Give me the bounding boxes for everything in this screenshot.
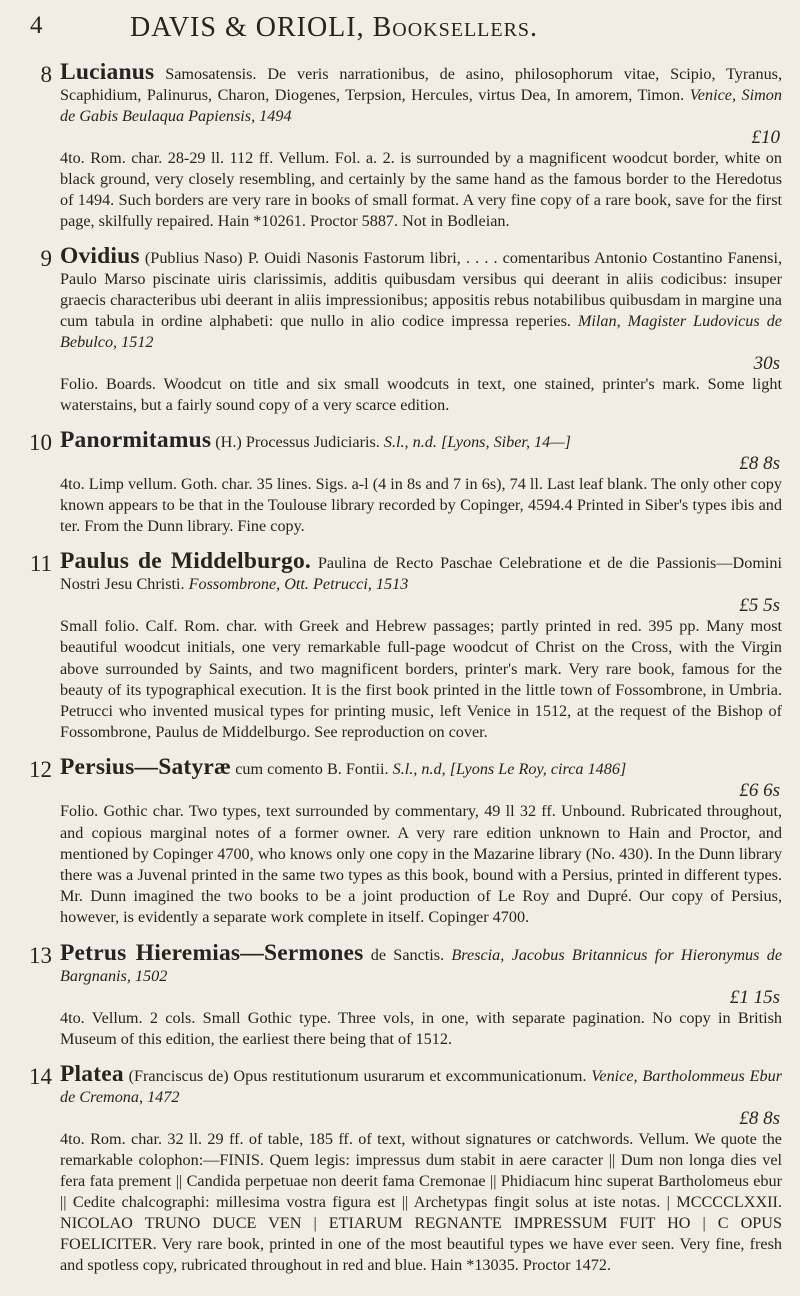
entry-price: £10 [751,127,780,148]
entry-heading [60,427,782,454]
entry-title: Platea [60,1060,124,1087]
entry-heading [60,939,783,987]
entry-imprint: S.l., n.d, [Lyons Le Roy, circa 1486] [392,760,627,779]
entry-imprint: Fossombrone, Ott. Petrucci, 1513 [188,575,409,594]
entry-price: 30s [753,353,780,375]
entry-title: Panormitamus [60,427,212,454]
catalogue-entry [0,59,800,232]
entry-price: £8 8s [739,1107,780,1129]
entry-heading [60,243,783,353]
entry-description: Small folio. Calf. Rom. char. with Greek and Hebrew passages; partly printed in red. 395 pp. Many most beautiful woodcut initials, one very remarkable full-page woodcut of Christ on the Cross, with the Virgin above surrounded by Saints, and two magnificent borders, printer's mark. Very rare book, famous for the beauty of its typographical execution. It is the first book printed in the little town of Fossombrone, in Umbria. Petrucci who invented musical types for printing music, left Venice in 1512, at the request of the Bishop of Fossombrone, Paulus de Middelburgo. See reproduction on cover. [60,617,782,741]
entry-title: Paulus de Middelburgo. [60,548,311,575]
entry-imprint: S.l., n.d. [Lyons, Siber, 14—] [383,433,571,452]
entry-number: 9 [40,246,52,272]
catalogue-entry [0,427,800,537]
entry-heading [60,59,783,127]
entry-text: Samosatensis. De veris narrationibus, de asino, philosophorum vitae, Scipio, Tyranus, Scaphidium, Palinurus, Charon, Diogenes, Terpsion, Hercules, virtus Dea, In amorem, Timon. [60,65,783,105]
entry-number: 12 [29,757,52,783]
entry-price: £5 5s [739,595,780,617]
entry-description: Folio. Gothic char. Two types, text surrounded by commentary, 49 ll 32 ff. Unbound. Rubricated throughout, and copious marginal notes of a former owner. A very rare edition unknown to Hain and Proctor, and mentioned by Copinger 4700, who knows only one copy in the Mazarine library (No. 430). In the Dunn library there was a Juvenal printed in the same two types as this book, bound with a Persius, printed in different types. Mr. Dunn imagined the two books to be a joint production of Le Roy and Dupré. Our copy of Persius, however, is evidently a separate work complete in itself. Copinger 4700. [60,802,782,926]
entry-text: cum comento B. Fontii. [235,760,389,779]
entry-title: Petrus Hieremias—Sermones [60,939,364,966]
entry-number: 11 [29,551,52,577]
entry-price: £8 8s [739,453,780,475]
entry-imprint: Brescia, Jacobus Britannicus for Hieronymus de Bargnanis, 1502 [60,945,783,985]
entry-text: de Sanctis. [370,945,445,964]
entry-imprint: Milan, Magister Ludovicus de Bebulco, 1512 [60,312,782,352]
catalogue-entry [0,243,800,416]
running-title: DAVIS & ORIOLI, Booksellers. [130,12,539,43]
entry-imprint: Venice, Simon de Gabis Beulaqua Papiensis, 1494 [60,86,782,126]
entry-title: Lucianus [60,59,155,85]
entry-description: 4to. Rom. char. 28-29 ll. 112 ff. Vellum. Fol. a. 2. is surrounded by a magnificent woodcut border, white on black ground, very closely resembling, and certainly by the same hand as the famous border to the Heredotus of 1494. Such borders are very rare in books of small format. A very fine copy of a rare book, save for the first page, skilfully repaired. Hain *10261. Proctor 5887. Not in Bodleian. [60,149,782,231]
entry-text: (Franciscus de) Opus restitutionum usurarum et excommunicationum. [128,1066,587,1085]
catalogue-entry [0,939,800,1050]
page-header [0,12,800,52]
catalogue-entry [0,1060,800,1277]
entry-price: £1 15s [729,986,780,1008]
entry-description: 4to. Vellum. 2 cols. Small Gothic type. Three vols, in one, with separate pagination. No copy in British Museum of this edition, the earliest there being that of 1512. [60,1008,782,1048]
entry-number: 14 [29,1063,52,1089]
entry-imprint: Venice, Bartholommeus Ebur de Cremona, 1472 [60,1066,783,1106]
entry-text: (H.) Processus Judiciaris. [215,433,380,452]
entry-title: Ovidius [60,243,140,270]
entry-title: Persius—Satyræ [60,754,232,781]
entry-description: 4to. Rom. char. 32 ll. 29 ff. of table, 185 ff. of text, without signatures or catchwords. Vellum. We quote the remarkable colophon:—FINIS. Quem legis: impressus dum stabit in aere caracter || Dum non longa dies vel fera fata prement || Candida perpetuae non deerit fama Cremonae || Phidiacum hinc superat Bartholomeus ebur || Cedite chalcographi: millesima vostra figura est || Archetypas fingit solus at iste notas. | MCCCCLXXII. NICOLAO TRUNO DUCE VEN | ETIARUM REGNANTE IMPRESSUM FUIT HO | C OPUS FOELICITER. Very rare book, printed in one of the most beautiful types we have ever seen. Very fine, fresh and spotless copy, rubricated throughout in red and blue. Hain *13035. Proctor 1472. [60,1129,782,1275]
entry-heading [60,754,782,781]
catalogue-entry [0,754,800,928]
page-number: 4 [30,12,43,39]
entry-description: Folio. Boards. Woodcut on title and six small woodcuts in text, one stained, printer's mark. Some light waterstains, but a fairly sound copy of a very scarce edition. [60,375,782,415]
entry-description: 4to. Limp vellum. Goth. char. 35 lines. Sigs. a-l (4 in 8s and 7 in 6s), 74 ll. Last leaf blank. The only other copy known appears to be that in the Toulouse library recorded by Copinger, 4594.4 Printed in Siber's types ibis and ter. From the Dunn library. Fine copy. [60,475,782,536]
catalogue-entry [0,548,800,743]
entry-number: 13 [29,942,52,968]
entry-number: 8 [40,62,52,87]
entry-text: (Publius Naso) P. Ouidi Nasonis Fastorum libri, . . . . comentaribus Antonio Costantino Fanensi, Paulo Marso piscinate uiris clarissimis, additis quibusdam versibus qui deerant in aliis codicibus: insuper graecis characteribus ubi deerant in aliis impressionibus; appositis rebus notabilibus quibusdam in margine una cum tabula in ordine alphabeti: que nullo in alio codice impressa reperies. [60,249,783,331]
entry-text: Paulina de Recto Paschae Celebratione et de die Passionis—Domini Nostri Jesu Christi. [60,554,783,594]
entry-heading [60,1060,783,1108]
entry-number: 10 [29,430,52,456]
entry-price: £6 6s [739,780,780,802]
entry-heading [60,548,783,595]
